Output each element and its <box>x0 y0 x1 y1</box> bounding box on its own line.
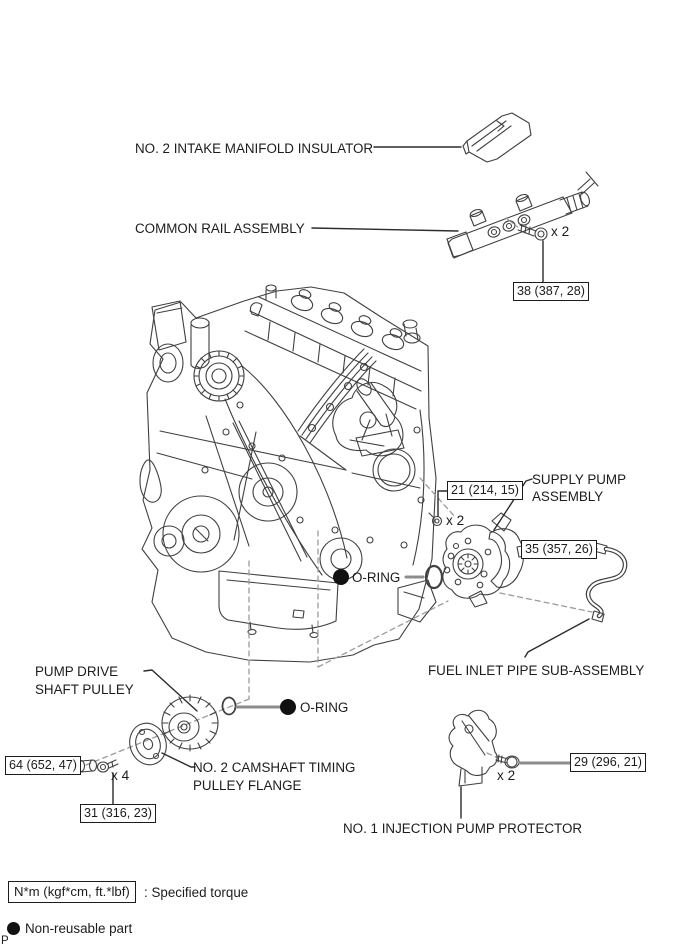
torque-box-supply-pump: 21 (214, 15) <box>447 481 523 500</box>
torque-box-protector: 29 (296, 21) <box>570 753 646 772</box>
qty-flange-bolts: x 4 <box>111 768 130 783</box>
torque-box-fuel-inlet: 35 (357, 26) <box>521 540 597 559</box>
o-ring-lower-part <box>223 698 236 715</box>
rail-bolt-dashed-axis <box>506 218 519 228</box>
legend-torque-unit-box: N*m (kgf*cm, ft.*lbf) <box>8 881 136 903</box>
common-rail-bolt-icon <box>518 224 547 240</box>
camshaft-flange-leader <box>162 753 195 767</box>
page-marker: P <box>1 935 9 947</box>
fuel-inlet-leader-line <box>525 619 589 657</box>
label-injection-protector: NO. 1 INJECTION PUMP PROTECTOR <box>343 821 583 836</box>
legend-non-reusable-caption: Non-reusable part <box>25 921 133 936</box>
label-fuel-inlet-pipe: FUEL INLET PIPE SUB-ASSEMBLY <box>428 663 645 678</box>
common-rail-part <box>447 172 598 258</box>
common-rail-leader-line <box>312 228 458 231</box>
supply-pump-bolt-icon <box>429 513 442 526</box>
non-reusable-dot-icon <box>7 922 20 935</box>
label-common-rail: COMMON RAIL ASSEMBLY <box>135 221 305 236</box>
legend-torque-caption: : Specified torque <box>144 885 249 900</box>
qty-common-rail-bolts: x 2 <box>551 224 570 239</box>
label-camshaft-flange-line1: NO. 2 CAMSHAFT TIMING <box>193 760 356 775</box>
o-ring-upper-part <box>426 566 442 588</box>
engine-illustration <box>140 285 436 662</box>
qty-protector-bolts: x 2 <box>497 768 516 783</box>
label-supply-pump-line1: SUPPLY PUMP <box>532 472 627 487</box>
non-reusable-dot-icon <box>280 699 296 715</box>
torque-box-flange: 31 (316, 23) <box>80 804 156 823</box>
injection-pump-protector-part <box>449 710 497 786</box>
label-o-ring-lower: O-RING <box>300 700 349 715</box>
torque-box-pulley-nut: 64 (652, 47) <box>5 756 81 775</box>
label-pump-drive-line2: SHAFT PULLEY <box>35 682 134 697</box>
qty-supply-pump-bolts: x 2 <box>446 513 465 528</box>
torque-box-common-rail: 38 (387, 28) <box>513 282 589 301</box>
protector-bolt-icon <box>496 755 519 768</box>
label-pump-drive-line1: PUMP DRIVE <box>35 664 119 679</box>
label-o-ring-upper: O-RING <box>352 570 401 585</box>
label-camshaft-flange-line2: PULLEY FLANGE <box>193 778 302 793</box>
label-supply-pump-line2: ASSEMBLY <box>532 489 604 504</box>
intake-manifold-insulator-part <box>463 113 531 162</box>
label-intake-insulator: NO. 2 INTAKE MANIFOLD INSULATOR <box>135 141 374 156</box>
non-reusable-dot-icon <box>333 569 349 585</box>
camshaft-timing-pulley-flange-part <box>124 718 171 769</box>
